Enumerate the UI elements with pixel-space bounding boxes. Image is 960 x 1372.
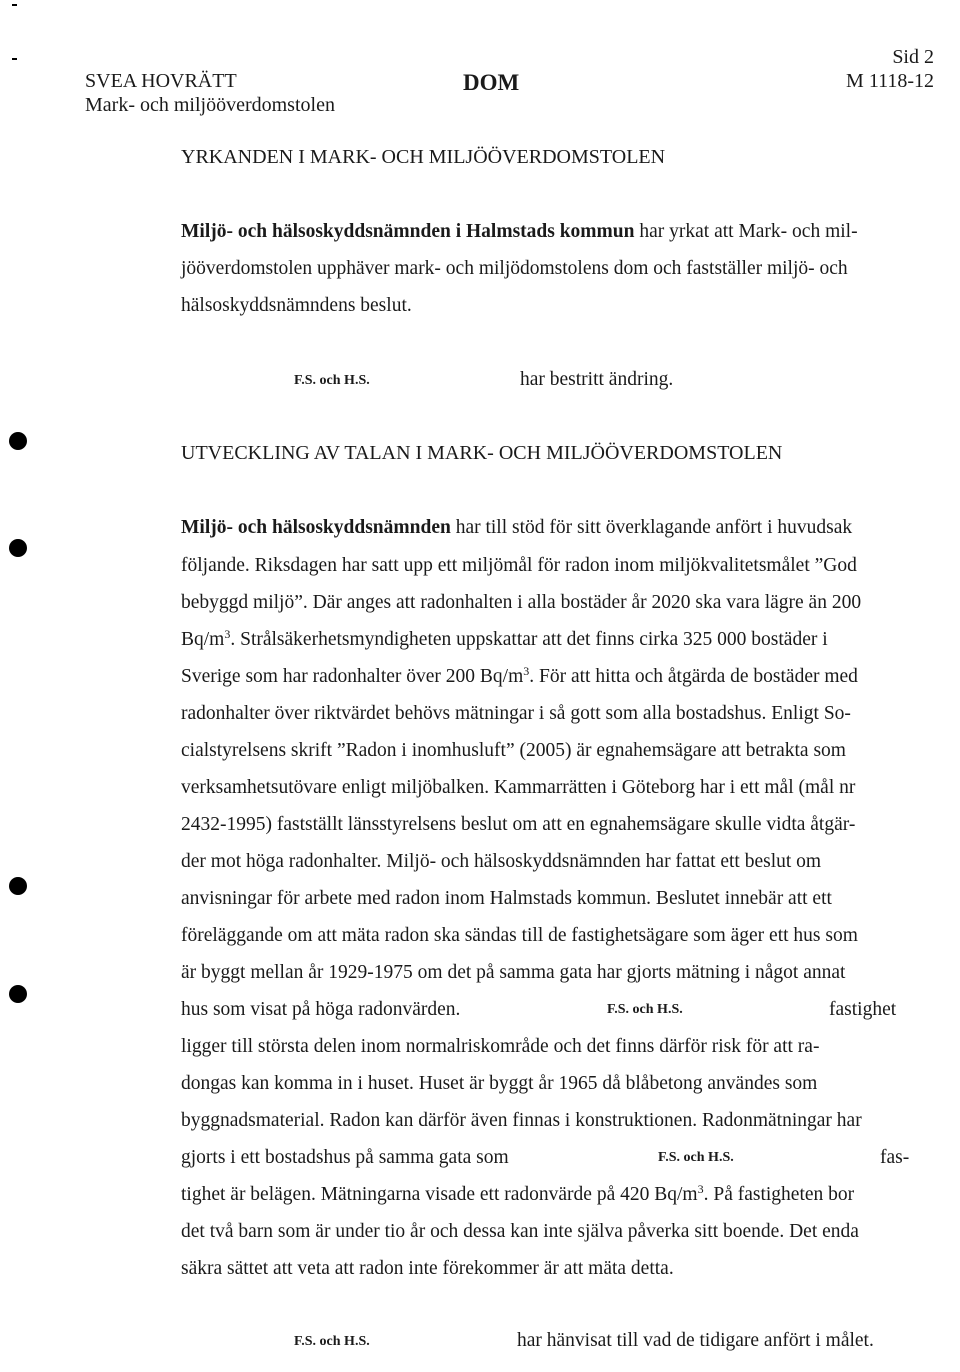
page-number: Sid 2 (892, 46, 934, 68)
paragraph-line: följande. Riksdagen har satt upp ett miljömål för radon inom miljökvalitetsmålet ”God (181, 555, 857, 576)
case-number: M 1118-12 (846, 70, 934, 92)
redacted-party: F.S. och H.S. (294, 1334, 370, 1349)
paragraph-line: fas- (880, 1147, 910, 1168)
paragraph-line: fastighet (829, 999, 897, 1020)
redacted-party: F.S. och H.S. (658, 1150, 734, 1165)
paragraph-line: Sverige som har radonhalter över 200 $Bq/m^3$. För att hitta och åtgärda de bostäder med (181, 664, 858, 687)
paragraph-line: der mot höga radonhalter. Miljö- och hälsoskyddsnämnden har fattat ett beslut om (181, 851, 822, 872)
party-action: har bestritt ändring. (520, 369, 674, 390)
paragraph-line: 2432-1995) fastställt länsstyrelsens beslut om att en egnahemsägare skulle vidta åtgär- (181, 814, 856, 835)
paragraph-line: ligger till största delen inom normalriskområde och det finns därför risk för att ra- (181, 1036, 820, 1057)
paragraph-line: hus som visat på höga radonvärden. (181, 999, 461, 1020)
punch-hole-mark (9, 877, 27, 895)
court-name: SVEA HOVRÄTT (85, 70, 237, 92)
paragraph-line: det två barn som är under tio år och dessa kan inte själva påverka sitt boende. Det enda (181, 1221, 859, 1242)
redacted-party: F.S. och H.S. (294, 373, 370, 388)
paragraph-line: tighet är belägen. Mätningarna visade ett radonvärde på 420 $Bq/m^3$. På fastigheten bor (181, 1182, 855, 1205)
paragraph-line: hälsoskyddsnämndens beslut. (181, 295, 412, 316)
paragraph-line: Miljö- och hälsoskyddsnämnden har till stöd för sitt överklagande anfört i huvudsak (181, 517, 853, 538)
paragraph-line: säkra sättet att veta att radon inte förekommer är att mäta detta. (181, 1258, 674, 1279)
section-heading-yrkanden: YRKANDEN I MARK- OCH MILJÖÖVERDOMSTOLEN (181, 146, 666, 168)
court-subtitle: Mark- och miljööverdomstolen (85, 94, 335, 116)
scan-mark (12, 58, 17, 60)
punch-hole-mark (9, 432, 27, 450)
punch-hole-mark (9, 539, 27, 557)
paragraph-line: jööverdomstolen upphäver mark- och miljödomstolens dom och fastställer miljö- och (181, 258, 848, 279)
punch-hole-mark (9, 985, 27, 1003)
paragraph-line: är byggt mellan år 1929-1975 om det på samma gata har gjorts mätning i något annat (181, 962, 846, 983)
paragraph-line: föreläggande om att mäta radon ska sändas till de fastighetsägare som äger ett hus som (181, 925, 858, 946)
paragraph-line: dongas kan komma in i huset. Huset är byggt år 1965 då blåbetong användes som (181, 1073, 818, 1094)
party-name: Miljö- och hälsoskyddsnämnden i Halmstads kommun (181, 221, 635, 242)
paragraph-line: radonhalter över riktvärdet behövs mätningar i så gott som alla bostadshus. Enligt So- (181, 703, 851, 724)
scan-mark (12, 4, 17, 6)
paragraph-line: gjorts i ett bostadshus på samma gata som (181, 1147, 509, 1168)
paragraph-line: $Bq/m^3$. Strålsäkerhetsmyndigheten uppskattar att det finns cirka 325 000 bostäder i (181, 627, 828, 650)
redacted-party: F.S. och H.S. (607, 1002, 683, 1017)
document-type: DOM (463, 70, 520, 95)
party-name: Miljö- och hälsoskyddsnämnden (181, 517, 451, 538)
paragraph-line: byggnadsmaterial. Radon kan därför även finnas i konstruktionen. Radonmätningar har (181, 1110, 862, 1131)
paragraph-line: cialstyrelsens skrift ”Radon i inomhusluft” (2005) är egnahemsägare att betrakta som (181, 740, 846, 761)
paragraph-line: anvisningar för arbete med radon inom Halmstads kommun. Beslutet innebär att ett (181, 888, 832, 909)
paragraph-line: verksamhetsutövare enligt miljöbalken. Kammarrätten i Göteborg har i ett mål (mål nr (181, 777, 856, 798)
section-heading-utveckling: UTVECKLING AV TALAN I MARK- OCH MILJÖÖVERDOMSTOLEN (181, 442, 783, 464)
paragraph-line: Miljö- och hälsoskyddsnämnden i Halmstads kommun har yrkat att Mark- och mil- (181, 221, 858, 242)
paragraph-line: bebyggd miljö”. Där anges att radonhalten i alla bostäder år 2020 ska vara lägre än 200 (181, 592, 862, 613)
party-action: har hänvisat till vad de tidigare anfört i målet. (517, 1330, 874, 1351)
